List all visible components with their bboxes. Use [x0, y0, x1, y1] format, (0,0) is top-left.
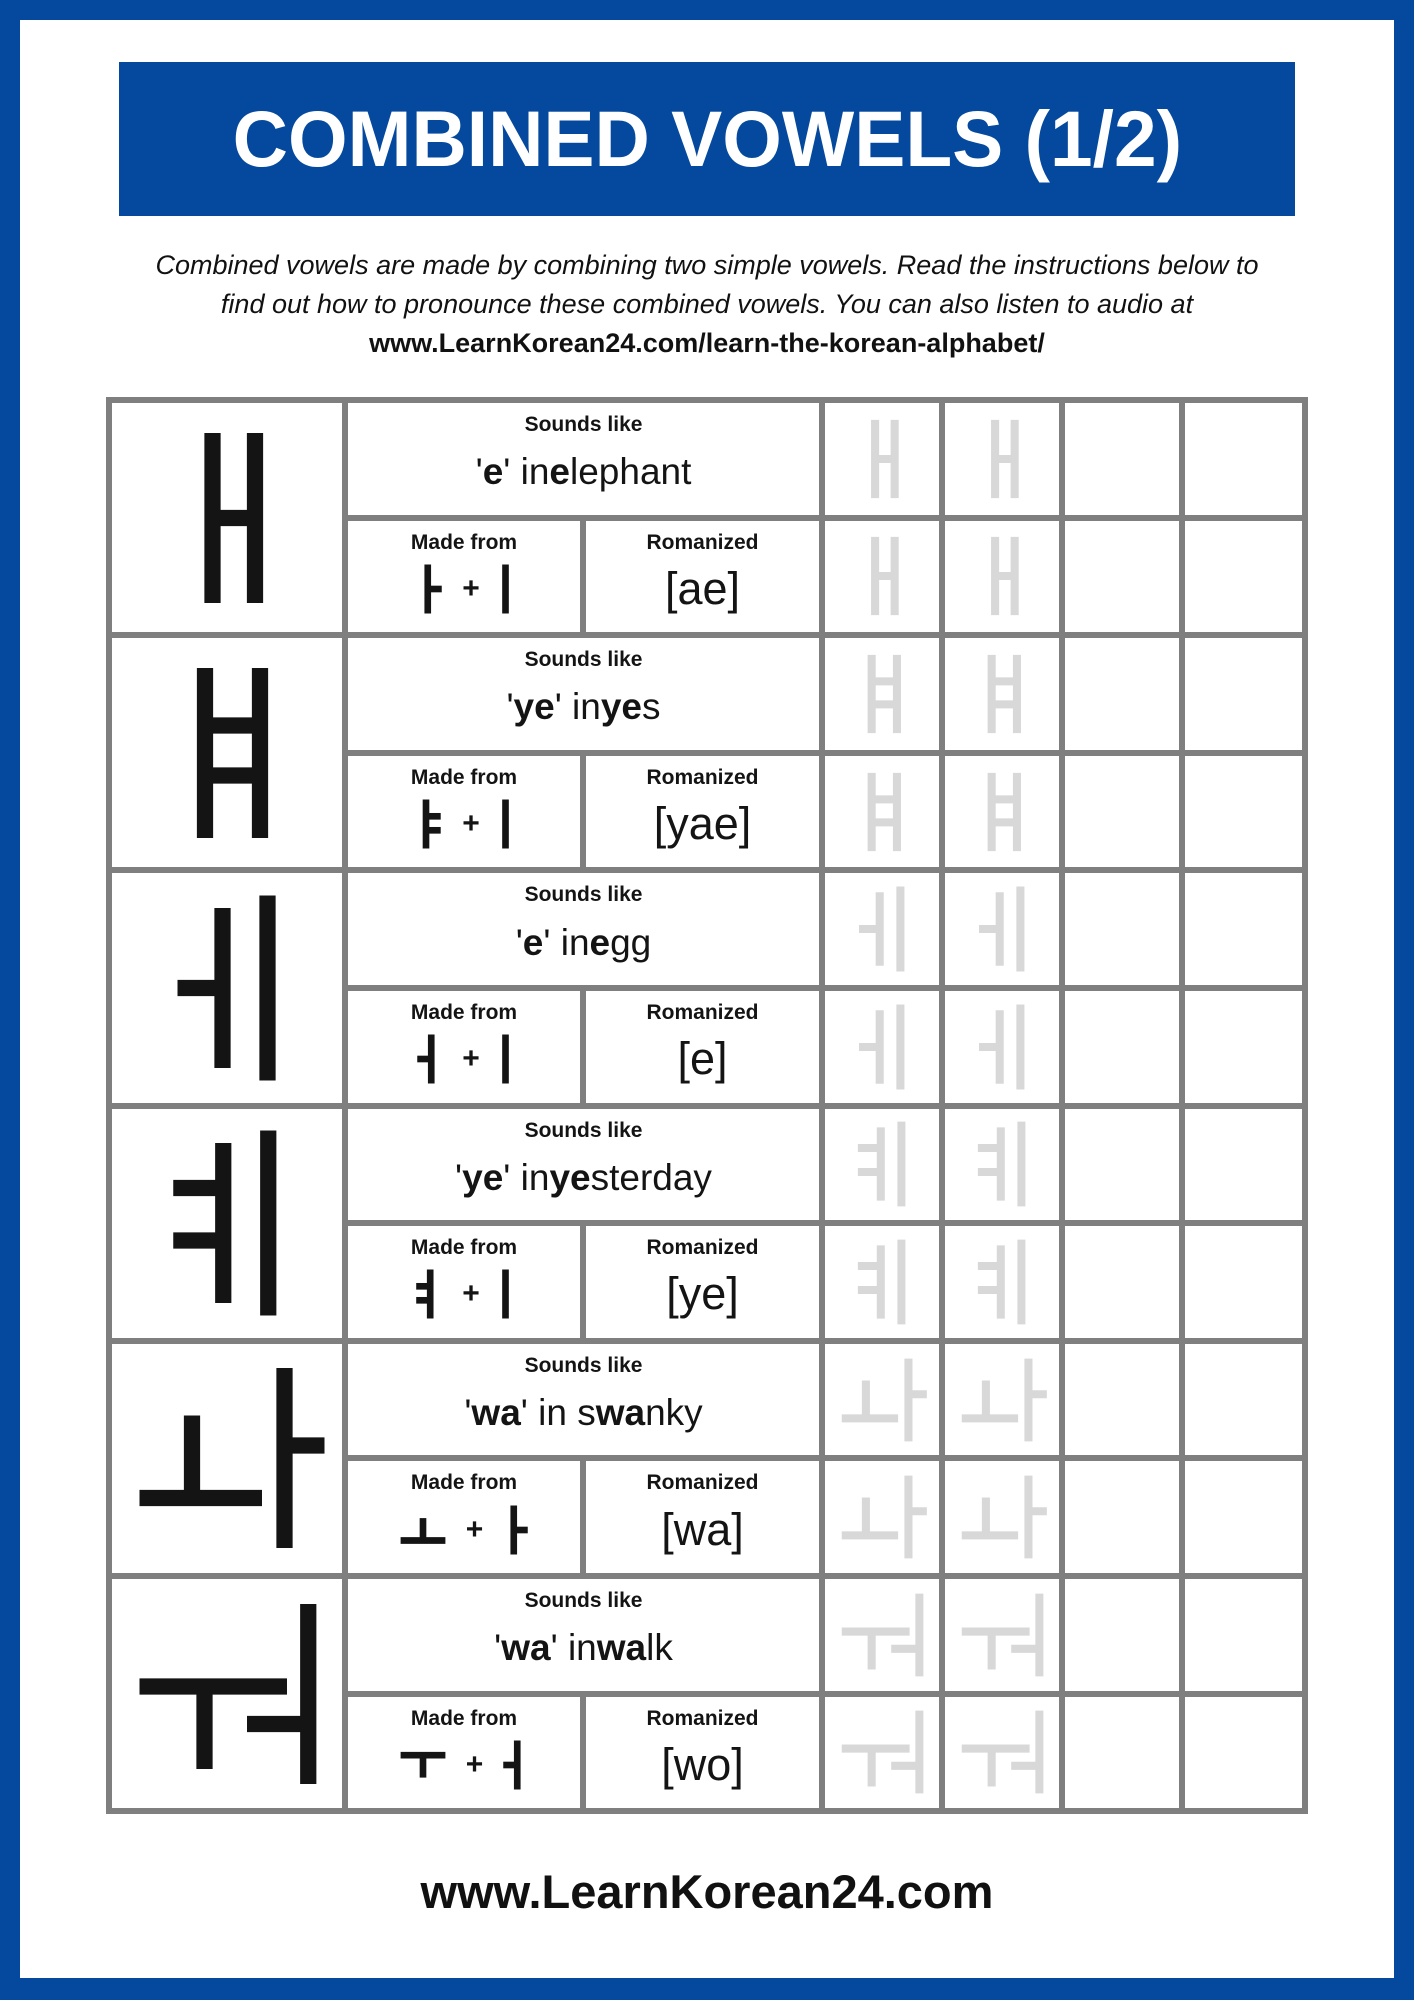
practice-cell: [1185, 1579, 1302, 1691]
component-glyph: [495, 796, 516, 852]
romanized-cell: [586, 1697, 819, 1809]
trace-glyph: [853, 648, 911, 740]
made-from-formula: [395, 1732, 534, 1809]
trace-glyph: [971, 1236, 1034, 1328]
practice-cell: [1065, 1109, 1179, 1221]
plus-sign: +: [462, 807, 480, 841]
hangul-vowel-glyph: [165, 888, 290, 1088]
vowel-table: [106, 397, 1308, 1814]
page-title: COMBINED VOWELS (1/2): [232, 94, 1182, 183]
component-glyph: [495, 561, 516, 617]
sounds-like-label: Sounds like: [524, 1118, 643, 1142]
romanized-cell: [586, 1226, 819, 1338]
romanized-value: [ye]: [666, 1268, 739, 1320]
romanized-value: [yae]: [653, 798, 752, 850]
component-glyph: [495, 1031, 516, 1087]
trace-glyph: [956, 1471, 1048, 1563]
romanized-cell: [586, 756, 819, 868]
romanized-label: Romanized: [646, 1236, 759, 1260]
made-from-cell: [348, 1697, 580, 1809]
hangul-vowel-glyph: [165, 653, 290, 853]
practice-cell: [945, 521, 1059, 633]
trace-glyph: [973, 413, 1031, 505]
practice-cell: [825, 873, 939, 985]
practice-cell: [1185, 1344, 1302, 1456]
practice-cell: [945, 403, 1059, 515]
practice-cell: [1185, 991, 1302, 1103]
made-from-formula: [412, 1261, 516, 1338]
made-from-label: Made from: [410, 1236, 518, 1260]
practice-cell: [1185, 1109, 1302, 1221]
practice-cell: [945, 1697, 1059, 1809]
practice-cell: [1065, 1461, 1179, 1573]
practice-cell: [945, 756, 1059, 868]
trace-glyph: [853, 530, 911, 622]
practice-cell: [945, 1579, 1059, 1691]
romanized-label: Romanized: [646, 1471, 759, 1495]
sounds-like-cell: [348, 403, 819, 515]
sounds-like-label: Sounds like: [524, 1353, 643, 1377]
plus-sign: +: [465, 1747, 484, 1781]
sounds-like-cell: [348, 1579, 819, 1691]
made-from-cell: [348, 991, 580, 1103]
trace-glyph: [853, 766, 911, 858]
romanized-label: Romanized: [646, 765, 759, 789]
practice-cell: [1065, 403, 1179, 515]
trace-glyph: [973, 766, 1031, 858]
component-glyph: [412, 1031, 447, 1087]
trace-glyph: [956, 1589, 1048, 1681]
made-from-formula: [412, 1026, 516, 1103]
practice-cell: [825, 521, 939, 633]
practice-cell: [825, 403, 939, 515]
vowel-cell: [112, 1579, 342, 1808]
trace-glyph: [853, 1001, 911, 1093]
sounds-like-label: Sounds like: [524, 883, 643, 907]
practice-cell: [825, 638, 939, 750]
component-glyph: [395, 1502, 451, 1558]
practice-cell: [945, 638, 1059, 750]
romanized-cell: [586, 521, 819, 633]
practice-cell: [945, 991, 1059, 1103]
vowel-cell: [112, 1344, 342, 1573]
made-from-label: Made from: [410, 530, 518, 554]
practice-cell: [825, 991, 939, 1103]
trace-glyph: [973, 530, 1031, 622]
practice-cell: [825, 1226, 939, 1338]
trace-glyph: [956, 1706, 1048, 1798]
made-from-formula: [412, 556, 516, 633]
sound-example: ' ye ' in ye sterday: [455, 1156, 712, 1198]
trace-glyph: [971, 1118, 1034, 1210]
practice-cell: [945, 873, 1059, 985]
practice-cell: [945, 1461, 1059, 1573]
trace-glyph: [836, 1471, 928, 1563]
practice-cell: [1185, 638, 1302, 750]
practice-cell: [945, 1226, 1059, 1338]
trace-glyph: [836, 1354, 928, 1446]
practice-cell: [1065, 873, 1179, 985]
practice-cell: [825, 1109, 939, 1221]
practice-cell: [1185, 756, 1302, 868]
made-from-label: Made from: [410, 1000, 518, 1024]
practice-cell: [1065, 991, 1179, 1103]
practice-cell: [1185, 1226, 1302, 1338]
plus-sign: +: [465, 1512, 484, 1546]
trace-glyph: [851, 1236, 914, 1328]
practice-cell: [1185, 403, 1302, 515]
practice-cell: [825, 1344, 939, 1456]
component-glyph: [412, 796, 447, 852]
made-from-formula: [395, 1496, 534, 1573]
plus-sign: +: [462, 1042, 480, 1076]
component-glyph: [495, 1266, 516, 1322]
component-glyph: [498, 1502, 533, 1558]
worksheet-page: [20, 20, 1394, 1978]
trace-glyph: [853, 883, 911, 975]
footer-url: www.LearnKorean24.com: [420, 1865, 994, 1919]
component-glyph: [498, 1737, 533, 1793]
practice-cell: [1185, 521, 1302, 633]
practice-cell: [1185, 1697, 1302, 1809]
romanized-label: Romanized: [646, 1000, 759, 1024]
made-from-formula: [412, 791, 516, 868]
vowel-cell: [112, 403, 342, 632]
trace-glyph: [836, 1706, 928, 1798]
made-from-label: Made from: [410, 1471, 518, 1495]
sound-example: ' wa ' in wa lk: [494, 1627, 673, 1669]
romanized-value: [wo]: [661, 1738, 744, 1790]
trace-glyph: [853, 413, 911, 505]
intro-text: [97, 246, 1317, 363]
practice-cell: [1065, 521, 1179, 633]
plus-sign: +: [462, 571, 480, 605]
romanized-value: [ae]: [664, 562, 741, 614]
practice-cell: [1065, 1344, 1179, 1456]
made-from-cell: [348, 1226, 580, 1338]
romanized-label: Romanized: [646, 530, 759, 554]
practice-cell: [1065, 638, 1179, 750]
vowel-cell: [112, 873, 342, 1102]
practice-cell: [1185, 873, 1302, 985]
title-banner: [119, 62, 1295, 216]
practice-cell: [1065, 1226, 1179, 1338]
sounds-like-cell: [348, 1109, 819, 1221]
sounds-like-label: Sounds like: [524, 413, 643, 436]
sounds-like-label: Sounds like: [524, 648, 643, 672]
intro-url: www.LearnKorean24.com/learn-the-korean-alphabet/: [369, 328, 1045, 358]
hangul-vowel-glyph: [127, 1358, 327, 1558]
trace-glyph: [973, 1001, 1031, 1093]
made-from-cell: [348, 521, 580, 633]
romanized-value: [e]: [677, 1033, 728, 1085]
practice-cell: [825, 1579, 939, 1691]
trace-glyph: [973, 648, 1031, 740]
made-from-cell: [348, 756, 580, 868]
trace-glyph: [836, 1589, 928, 1681]
sound-example: ' e ' in e gg: [515, 921, 652, 963]
trace-glyph: [956, 1354, 1048, 1446]
sound-example: ' ye ' in ye s: [506, 686, 661, 728]
plus-sign: +: [462, 1277, 480, 1311]
practice-cell: [1065, 1697, 1179, 1809]
sound-example: ' wa ' in s wa nky: [464, 1392, 703, 1434]
hangul-vowel-glyph: [127, 1594, 327, 1794]
romanized-label: Romanized: [646, 1706, 759, 1730]
practice-cell: [1065, 756, 1179, 868]
made-from-label: Made from: [410, 1706, 518, 1730]
vowel-cell: [112, 1109, 342, 1338]
sound-example: ' e ' in e lephant: [475, 451, 692, 493]
practice-cell: [1065, 1579, 1179, 1691]
practice-cell: [945, 1109, 1059, 1221]
component-glyph: [412, 1266, 447, 1322]
made-from-label: Made from: [410, 765, 518, 789]
intro-line-2: find out how to pronounce these combined vowels. You can also listen to audio at: [220, 289, 1194, 319]
sounds-like-cell: [348, 1344, 819, 1456]
romanized-value: [wa]: [661, 1503, 744, 1555]
hangul-vowel-glyph: [158, 1123, 296, 1323]
romanized-cell: [586, 991, 819, 1103]
component-glyph: [412, 561, 447, 617]
practice-cell: [825, 756, 939, 868]
vowel-cell: [112, 638, 342, 867]
practice-cell: [825, 1461, 939, 1573]
intro-line-1: Combined vowels are made by combining two simple vowels. Read the instructions below to: [155, 250, 1259, 280]
trace-glyph: [851, 1118, 914, 1210]
component-glyph: [395, 1737, 451, 1793]
hangul-vowel-glyph: [165, 418, 290, 618]
sounds-like-cell: [348, 873, 819, 985]
sounds-like-label: Sounds like: [524, 1588, 643, 1612]
practice-cell: [945, 1344, 1059, 1456]
practice-cell: [825, 1697, 939, 1809]
trace-glyph: [973, 883, 1031, 975]
sounds-like-cell: [348, 638, 819, 750]
romanized-cell: [586, 1461, 819, 1573]
made-from-cell: [348, 1461, 580, 1573]
practice-cell: [1185, 1461, 1302, 1573]
